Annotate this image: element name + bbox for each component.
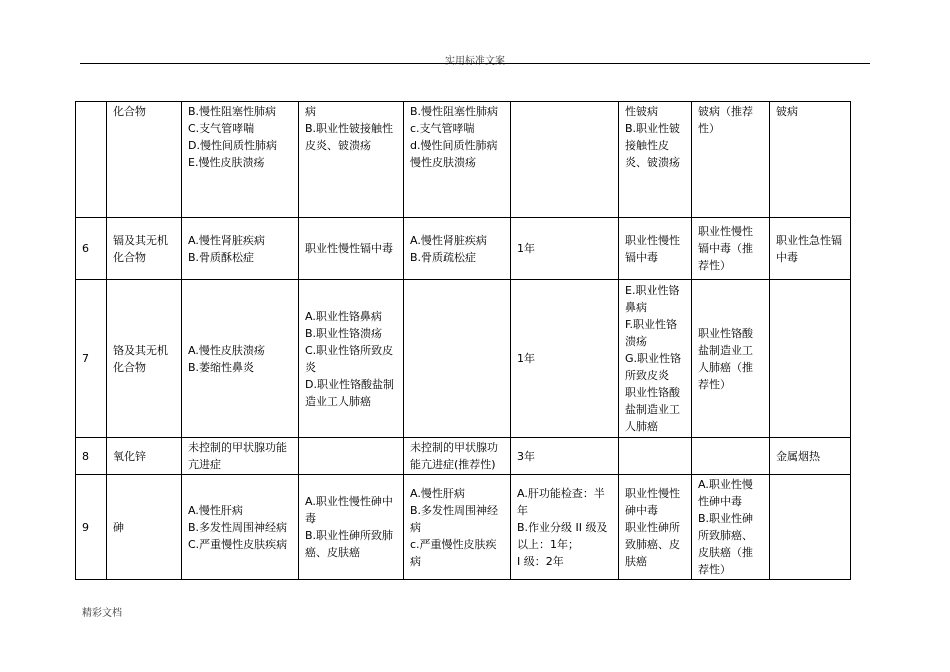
contraindications-pre-cell: B.慢性阻塞性肺病 C.支气管哮喘 D.慢性间质性肺病 E.慢性皮肤溃疡 [182,102,299,218]
contraindications-pre-cell: A.慢性皮肤溃疡 B.萎缩性鼻炎 [182,280,299,438]
target-disease-emergency-cell: 职业性急性镉中毒 [770,218,851,280]
table-row [76,280,851,438]
cycle-cell: 1年 [511,280,619,438]
row-number [76,102,107,218]
page-header: 实用标准文案 [445,56,505,67]
cycle-cell: A.肝功能检查：半年 B.作业分级 II 级及以上：1年； I 级：2年 [511,475,619,580]
target-disease-off-cell: 职业性铬酸盐制造业工人肺癌（推荐性） [692,280,770,438]
target-disease-emergency-cell [770,280,851,438]
contraindications-on-cell: A.慢性肾脏疾病 B.骨质疏松症 [404,218,511,280]
substance-cell: 镉及其无机化合物 [107,218,182,280]
cycle-cell [511,102,619,218]
target-disease-pre-cell [299,438,404,475]
contraindications-pre-cell: 未控制的甲状腺功能亢进症 [182,438,299,475]
contraindications-on-cell: A.慢性肝病 B.多发性周围神经病 c.严重慢性皮肤疾病 [404,475,511,580]
table-row [76,475,851,580]
contraindications-on-cell: 未控制的甲状腺功能亢进症(推荐性) [404,438,511,475]
cycle-cell: 1年 [511,218,619,280]
substance-cell: 砷 [107,475,182,580]
row-number: 9 [76,475,107,580]
target-disease-off-cell: A.职业性慢性砷中毒 B.职业性砷所致肺癌、皮肤癌（推荐性） [692,475,770,580]
header-rule [80,63,870,64]
target-disease-emergency-cell [770,475,851,580]
contraindications-on-cell: B.慢性阻塞性肺病 c.支气管哮喘 d.慢性间质性肺病 慢性皮肤溃疡 [404,102,511,218]
target-disease-emergency-cell: 铍病 [770,102,851,218]
target-disease-emergency-cell: 金属烟热 [770,438,851,475]
target-disease-pre-cell: A.职业性铬鼻病 B.职业性铬溃疡 C.职业性铬所致皮炎 D.职业性铬酸盐制造业工人肺癌 [299,280,404,438]
substance-cell: 氧化锌 [107,438,182,475]
page-footer: 精彩文档 [82,608,122,619]
contraindications-pre-cell: A.慢性肾脏疾病 B.骨质酥松症 [182,218,299,280]
target-disease-off-cell: 铍病（推荐性） [692,102,770,218]
substance-cell: 化合物 [107,102,182,218]
target-disease-on-cell [619,438,692,475]
table-row [76,438,851,475]
target-disease-on-cell: 职业性慢性砷中毒 职业性砷所致肺癌、皮肤癌 [619,475,692,580]
target-disease-off-cell: 职业性慢性镉中毒（推荐性） [692,218,770,280]
cycle-cell: 3年 [511,438,619,475]
contraindications-pre-cell: A.慢性肝病 B.多发性周围神经病 C.严重慢性皮肤疾病 [182,475,299,580]
target-disease-pre-cell: 职业性慢性镉中毒 [299,218,404,280]
target-disease-on-cell: E.职业性铬鼻病 F.职业性铬溃疡 G.职业性铬所致皮炎 职业性铬酸盐制造业工人肺癌 [619,280,692,438]
target-disease-off-cell [692,438,770,475]
row-number: 6 [76,218,107,280]
target-disease-on-cell: 性铍病 B.职业性铍接触性皮炎、铍溃疡 [619,102,692,218]
target-disease-on-cell: 职业性慢性镉中毒 [619,218,692,280]
row-number: 8 [76,438,107,475]
occupational-health-table [75,101,851,580]
table-row [76,218,851,280]
row-number: 7 [76,280,107,438]
target-disease-pre-cell: 病 B.职业性铍接触性皮炎、铍溃疡 [299,102,404,218]
target-disease-pre-cell: A.职业性慢性砷中毒 B.职业性砷所致肺癌、皮肤癌 [299,475,404,580]
table-row [76,102,851,218]
contraindications-on-cell [404,280,511,438]
substance-cell: 铬及其无机化合物 [107,280,182,438]
